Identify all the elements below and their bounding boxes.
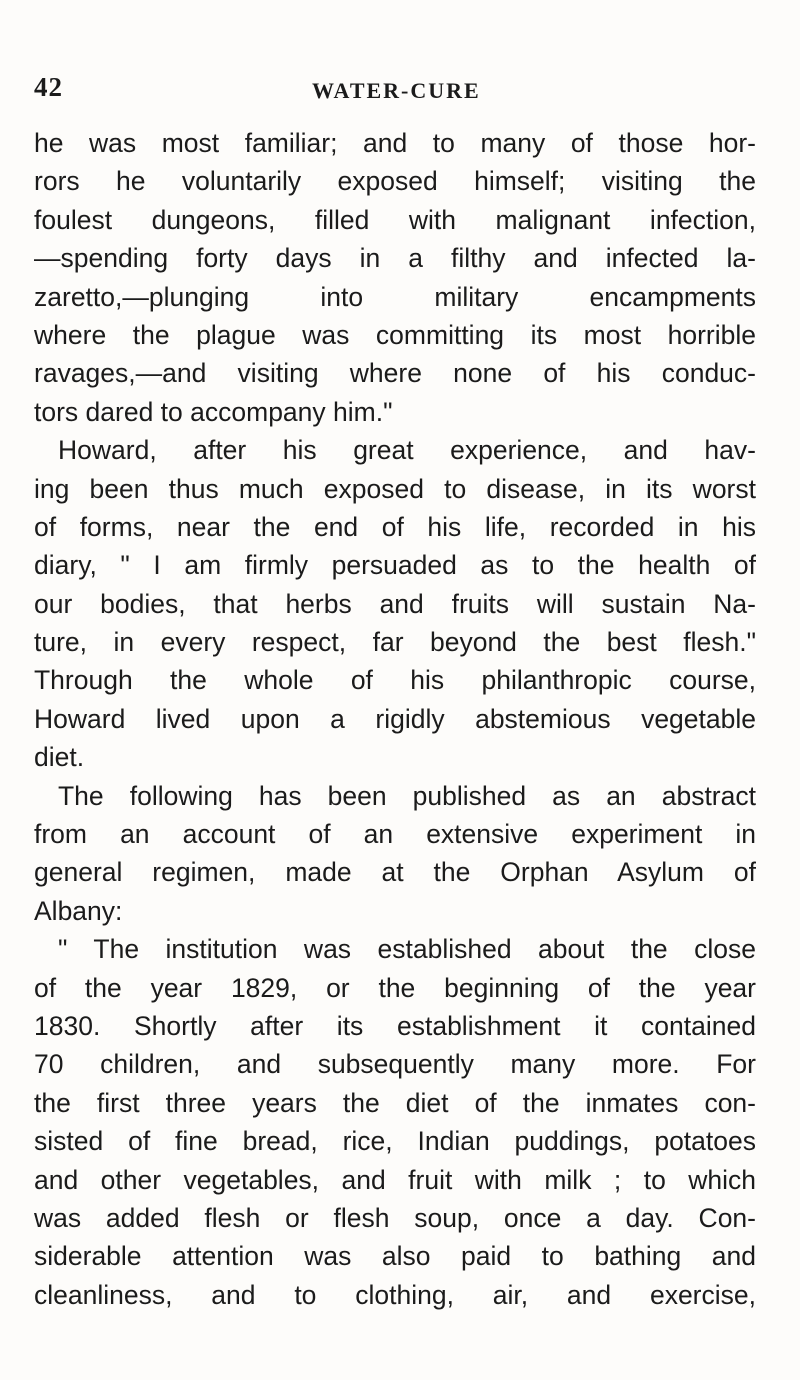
text-line: diary, " I am firmly persuaded as to the health of: [34, 550, 756, 581]
page-header: [34, 72, 756, 106]
text-line: zaretto,—plunging into military encampments: [34, 281, 756, 312]
text-line: general regimen, made at the Orphan Asylum of: [34, 857, 756, 888]
text-line: was added flesh or flesh soup, once a day. Con-: [34, 1202, 756, 1233]
text-line: " The institution was established about the close: [58, 934, 756, 965]
text-line: siderable attention was also paid to bathing and: [34, 1241, 756, 1272]
text-line: sisted of fine bread, rice, Indian puddings, potatoes: [34, 1126, 756, 1157]
text-line: diet.: [34, 742, 85, 773]
text-line: ravages,—and visiting where none of his conduc-: [34, 358, 756, 389]
text-line: of forms, near the end of his life, recorded in his: [34, 511, 756, 542]
text-line: —spending forty days in a filthy and infected la-: [34, 243, 756, 274]
text-line: ing been thus much exposed to disease, in its worst: [34, 473, 756, 504]
text-line: rors he voluntarily exposed himself; visiting the: [34, 166, 756, 197]
text-line: where the plague was committing its most horrible: [34, 319, 756, 350]
text-line: our bodies, that herbs and fruits will sustain Na-: [34, 588, 756, 619]
text-line: and other vegetables, and fruit with milk ; to which: [34, 1164, 756, 1195]
text-line: he was most familiar; and to many of those hor-: [34, 128, 756, 158]
page-number: 42: [34, 72, 63, 102]
text-line: Through the whole of his philanthropic course,: [34, 665, 756, 696]
text-line: from an account of an extensive experiment in: [34, 819, 756, 850]
text-line: the first three years the diet of the inmates con-: [34, 1087, 756, 1118]
text-line: 1830. Shortly after its establishment it contained: [34, 1010, 756, 1041]
text-line: of the year 1829, or the beginning of the year: [34, 972, 756, 1003]
body-text: [34, 124, 756, 1314]
text-line: ture, in every respect, far beyond the best flesh.": [34, 627, 756, 658]
text-line: Howard lived upon a rigidly abstemious vegetable: [34, 703, 756, 734]
text-line: Howard, after his great experience, and hav-: [58, 435, 756, 466]
text-line: tors dared to accompany him.": [34, 396, 393, 427]
text-line: cleanliness, and to clothing, air, and exercise,: [34, 1279, 756, 1310]
text-line: The following has been published as an abstract: [58, 780, 756, 811]
text-line: Albany:: [34, 895, 123, 926]
text-line: 70 children, and subsequently many more. For: [34, 1049, 756, 1080]
running-head: WATER-CURE: [312, 78, 481, 103]
text-line: foulest dungeons, filled with malignant infection,: [34, 204, 756, 235]
